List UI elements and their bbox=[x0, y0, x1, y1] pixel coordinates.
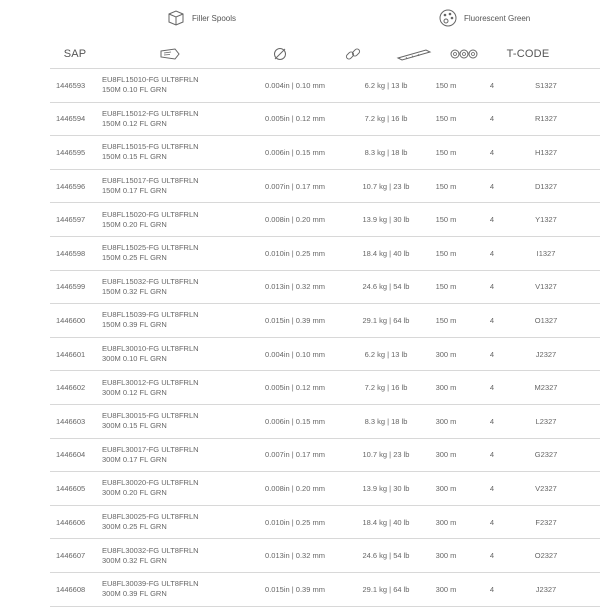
length-value: 150 m bbox=[435, 315, 457, 325]
t-code-value: V1327 bbox=[535, 282, 557, 292]
sap-number: 1446599 bbox=[56, 282, 86, 292]
quantity-value: 4 bbox=[489, 315, 495, 325]
sap-number: 1446597 bbox=[56, 215, 86, 225]
description-line-2: 300M 0.20 FL GRN bbox=[102, 488, 167, 498]
description-line-1: EU8FL30017-FG ULT8FRLN bbox=[102, 444, 199, 454]
length-value: 150 m bbox=[435, 147, 457, 157]
length-value: 150 m bbox=[435, 181, 457, 191]
strength-value: 18.4 kg | 40 lb bbox=[362, 248, 410, 258]
description bbox=[102, 405, 242, 438]
t-code-value: J2327 bbox=[535, 584, 557, 594]
description bbox=[102, 69, 242, 102]
description-line-2: 300M 0.17 FL GRN bbox=[102, 454, 167, 464]
description-line-2: 300M 0.25 FL GRN bbox=[102, 522, 167, 532]
description-line-2: 300M 0.12 FL GRN bbox=[102, 387, 167, 397]
description bbox=[102, 573, 242, 606]
description bbox=[102, 539, 242, 572]
description-line-1: EU8FL15020-FG ULT8FRLN bbox=[102, 209, 199, 219]
length-value: 150 m bbox=[435, 80, 457, 90]
description-line-1: EU8FL15012-FG ULT8FRLN bbox=[102, 108, 199, 118]
length-value: 150 m bbox=[435, 248, 457, 258]
description-line-2: 300M 0.10 FL GRN bbox=[102, 354, 167, 364]
t-code-value: V2327 bbox=[535, 483, 557, 493]
table-row bbox=[50, 505, 600, 539]
length-value: 300 m bbox=[435, 584, 457, 594]
length-value: 300 m bbox=[435, 416, 457, 426]
diameter-value: 0.008in | 0.20 mm bbox=[265, 483, 325, 493]
table-row bbox=[50, 337, 600, 371]
strength-value: 8.3 kg | 18 lb bbox=[364, 416, 408, 426]
sap-number: 1446602 bbox=[56, 383, 86, 393]
sap-number: 1446596 bbox=[56, 181, 86, 191]
strength-value: 18.4 kg | 40 lb bbox=[362, 517, 410, 527]
quantity-value: 4 bbox=[489, 181, 495, 191]
header-strength bbox=[338, 40, 368, 68]
length-value: 300 m bbox=[435, 551, 457, 561]
length-value: 300 m bbox=[435, 349, 457, 359]
table-row bbox=[50, 572, 600, 607]
description-line-2: 300M 0.39 FL GRN bbox=[102, 589, 167, 599]
description-line-1: EU8FL15032-FG ULT8FRLN bbox=[102, 276, 199, 286]
diameter-value: 0.008in | 0.20 mm bbox=[265, 215, 325, 225]
strength-value: 7.2 kg | 16 lb bbox=[364, 114, 408, 124]
spools-pack-icon bbox=[450, 48, 482, 60]
length-value: 300 m bbox=[435, 517, 457, 527]
table-header bbox=[0, 40, 600, 68]
sap-number: 1446603 bbox=[56, 416, 86, 426]
diameter-value: 0.006in | 0.15 mm bbox=[265, 416, 325, 426]
table-row bbox=[50, 236, 600, 270]
quantity-value: 4 bbox=[489, 450, 495, 460]
table-row bbox=[50, 202, 600, 236]
table-row bbox=[50, 404, 600, 438]
t-code-value: S1327 bbox=[535, 80, 557, 90]
description bbox=[102, 338, 242, 371]
table-row bbox=[50, 169, 600, 203]
strength-value: 10.7 kg | 23 lb bbox=[362, 450, 410, 460]
t-code-value: F2327 bbox=[535, 517, 557, 527]
strength-value: 7.2 kg | 16 lb bbox=[364, 383, 408, 393]
t-code-value: L2327 bbox=[535, 416, 557, 426]
t-code-value: G2327 bbox=[534, 450, 558, 460]
description bbox=[102, 371, 242, 404]
chain-link-icon bbox=[344, 45, 362, 63]
sap-number: 1446608 bbox=[56, 584, 86, 594]
description-line-1: EU8FL15010-FG ULT8FRLN bbox=[102, 75, 199, 85]
table-row bbox=[50, 303, 600, 337]
header-tcode: T-CODE bbox=[506, 48, 550, 60]
description-line-1: EU8FL15015-FG ULT8FRLN bbox=[102, 142, 199, 152]
strength-value: 29.1 kg | 64 lb bbox=[362, 315, 410, 325]
description bbox=[102, 472, 242, 505]
description bbox=[102, 439, 242, 472]
diameter-value: 0.006in | 0.15 mm bbox=[265, 147, 325, 157]
description-line-1: EU8FL15025-FG ULT8FRLN bbox=[102, 243, 199, 253]
table-row bbox=[50, 135, 600, 169]
diameter-value: 0.004in | 0.10 mm bbox=[265, 80, 325, 90]
description bbox=[102, 271, 242, 304]
table-row bbox=[50, 538, 600, 572]
strength-value: 6.2 kg | 13 lb bbox=[364, 80, 408, 90]
t-code-value: D1327 bbox=[534, 181, 558, 191]
t-code-value: Y1327 bbox=[535, 215, 557, 225]
diameter-value: 0.007in | 0.17 mm bbox=[265, 450, 325, 460]
sap-number: 1446601 bbox=[56, 349, 86, 359]
length-value: 150 m bbox=[435, 114, 457, 124]
t-code-value: I1327 bbox=[536, 248, 556, 258]
palette-icon bbox=[438, 8, 458, 28]
diameter-value: 0.010in | 0.25 mm bbox=[265, 248, 325, 258]
quantity-value: 4 bbox=[489, 517, 495, 527]
sap-number: 1446607 bbox=[56, 551, 86, 561]
legend-filler-spools bbox=[166, 8, 236, 28]
table-row bbox=[50, 471, 600, 505]
length-value: 300 m bbox=[435, 450, 457, 460]
table-row bbox=[50, 438, 600, 472]
t-code-value: O2327 bbox=[534, 551, 558, 561]
description bbox=[102, 136, 242, 169]
sap-number: 1446593 bbox=[56, 80, 86, 90]
diameter-value: 0.005in | 0.12 mm bbox=[265, 383, 325, 393]
description-line-1: EU8FL15017-FG ULT8FRLN bbox=[102, 176, 199, 186]
t-code-value: M2327 bbox=[534, 383, 558, 393]
quantity-value: 4 bbox=[489, 416, 495, 426]
quantity-value: 4 bbox=[489, 147, 495, 157]
sap-number: 1446594 bbox=[56, 114, 86, 124]
description-line-2: 150M 0.12 FL GRN bbox=[102, 118, 167, 128]
t-code-value: R1327 bbox=[534, 114, 558, 124]
strength-value: 24.6 kg | 54 lb bbox=[362, 282, 410, 292]
table-row bbox=[50, 68, 600, 102]
description-line-1: EU8FL30012-FG ULT8FRLN bbox=[102, 377, 199, 387]
description-line-1: EU8FL30025-FG ULT8FRLN bbox=[102, 512, 199, 522]
diameter-value: 0.007in | 0.17 mm bbox=[265, 181, 325, 191]
quantity-value: 4 bbox=[489, 114, 495, 124]
strength-value: 13.9 kg | 30 lb bbox=[362, 215, 410, 225]
table-row bbox=[50, 370, 600, 404]
quantity-value: 4 bbox=[489, 383, 495, 393]
description-line-2: 150M 0.10 FL GRN bbox=[102, 85, 167, 95]
diameter-value: 0.013in | 0.32 mm bbox=[265, 551, 325, 561]
description-line-1: EU8FL30015-FG ULT8FRLN bbox=[102, 411, 199, 421]
t-code-value: H1327 bbox=[534, 147, 558, 157]
diameter-value: 0.015in | 0.39 mm bbox=[265, 315, 325, 325]
t-code-value: J2327 bbox=[535, 349, 557, 359]
table-row bbox=[50, 102, 600, 136]
spec-table bbox=[50, 68, 600, 607]
description-line-1: EU8FL30032-FG ULT8FRLN bbox=[102, 545, 199, 555]
ticket-icon bbox=[159, 47, 181, 61]
header-diameter bbox=[265, 40, 295, 68]
diameter-icon bbox=[273, 47, 287, 61]
sap-number: 1446605 bbox=[56, 483, 86, 493]
legend-color bbox=[438, 8, 530, 28]
legend-bar bbox=[0, 0, 600, 36]
sap-number: 1446598 bbox=[56, 248, 86, 258]
description-line-2: 150M 0.32 FL GRN bbox=[102, 286, 167, 296]
quantity-value: 4 bbox=[489, 551, 495, 561]
description-line-1: EU8FL30020-FG ULT8FRLN bbox=[102, 478, 199, 488]
description-line-1: EU8FL15039-FG ULT8FRLN bbox=[102, 310, 199, 320]
quantity-value: 4 bbox=[489, 80, 495, 90]
sap-number: 1446604 bbox=[56, 450, 86, 460]
quantity-value: 4 bbox=[489, 215, 495, 225]
description bbox=[102, 170, 242, 203]
header-sap: SAP bbox=[63, 48, 87, 60]
quantity-value: 4 bbox=[489, 248, 495, 258]
box-icon bbox=[166, 8, 186, 28]
length-value: 300 m bbox=[435, 483, 457, 493]
description bbox=[102, 506, 242, 539]
length-value: 150 m bbox=[435, 282, 457, 292]
legend-color-label: Fluorescent Green bbox=[464, 13, 531, 23]
diameter-value: 0.004in | 0.10 mm bbox=[265, 349, 325, 359]
header-quantity bbox=[446, 40, 486, 68]
strength-value: 13.9 kg | 30 lb bbox=[362, 483, 410, 493]
diameter-value: 0.013in | 0.32 mm bbox=[265, 282, 325, 292]
description bbox=[102, 203, 242, 236]
header-description bbox=[155, 40, 185, 68]
description bbox=[102, 304, 242, 337]
diameter-value: 0.005in | 0.12 mm bbox=[265, 114, 325, 124]
strength-value: 10.7 kg | 23 lb bbox=[362, 181, 410, 191]
quantity-value: 4 bbox=[489, 349, 495, 359]
description-line-2: 150M 0.39 FL GRN bbox=[102, 320, 167, 330]
quantity-value: 4 bbox=[489, 483, 495, 493]
legend-filler-label: Filler Spools bbox=[192, 13, 237, 23]
length-value: 300 m bbox=[435, 383, 457, 393]
diameter-value: 0.015in | 0.39 mm bbox=[265, 584, 325, 594]
description-line-2: 150M 0.15 FL GRN bbox=[102, 152, 167, 162]
quantity-value: 4 bbox=[489, 282, 495, 292]
header-length bbox=[392, 40, 436, 68]
description-line-1: EU8FL30010-FG ULT8FRLN bbox=[102, 344, 199, 354]
description-line-2: 300M 0.15 FL GRN bbox=[102, 421, 167, 431]
length-value: 150 m bbox=[435, 215, 457, 225]
sap-number: 1446600 bbox=[56, 315, 86, 325]
diameter-value: 0.010in | 0.25 mm bbox=[265, 517, 325, 527]
sap-number: 1446595 bbox=[56, 147, 86, 157]
description-line-2: 300M 0.32 FL GRN bbox=[102, 555, 167, 565]
table-row bbox=[50, 270, 600, 304]
strength-value: 29.1 kg | 64 lb bbox=[362, 584, 410, 594]
quantity-value: 4 bbox=[489, 584, 495, 594]
strength-value: 6.2 kg | 13 lb bbox=[364, 349, 408, 359]
description-line-1: EU8FL30039-FG ULT8FRLN bbox=[102, 579, 199, 589]
description bbox=[102, 237, 242, 270]
spool-length-icon bbox=[396, 46, 432, 62]
description-line-2: 150M 0.20 FL GRN bbox=[102, 219, 167, 229]
strength-value: 24.6 kg | 54 lb bbox=[362, 551, 410, 561]
sap-number: 1446606 bbox=[56, 517, 86, 527]
strength-value: 8.3 kg | 18 lb bbox=[364, 147, 408, 157]
description-line-2: 150M 0.25 FL GRN bbox=[102, 253, 167, 263]
description bbox=[102, 103, 242, 136]
description-line-2: 150M 0.17 FL GRN bbox=[102, 186, 167, 196]
t-code-value: O1327 bbox=[534, 315, 558, 325]
